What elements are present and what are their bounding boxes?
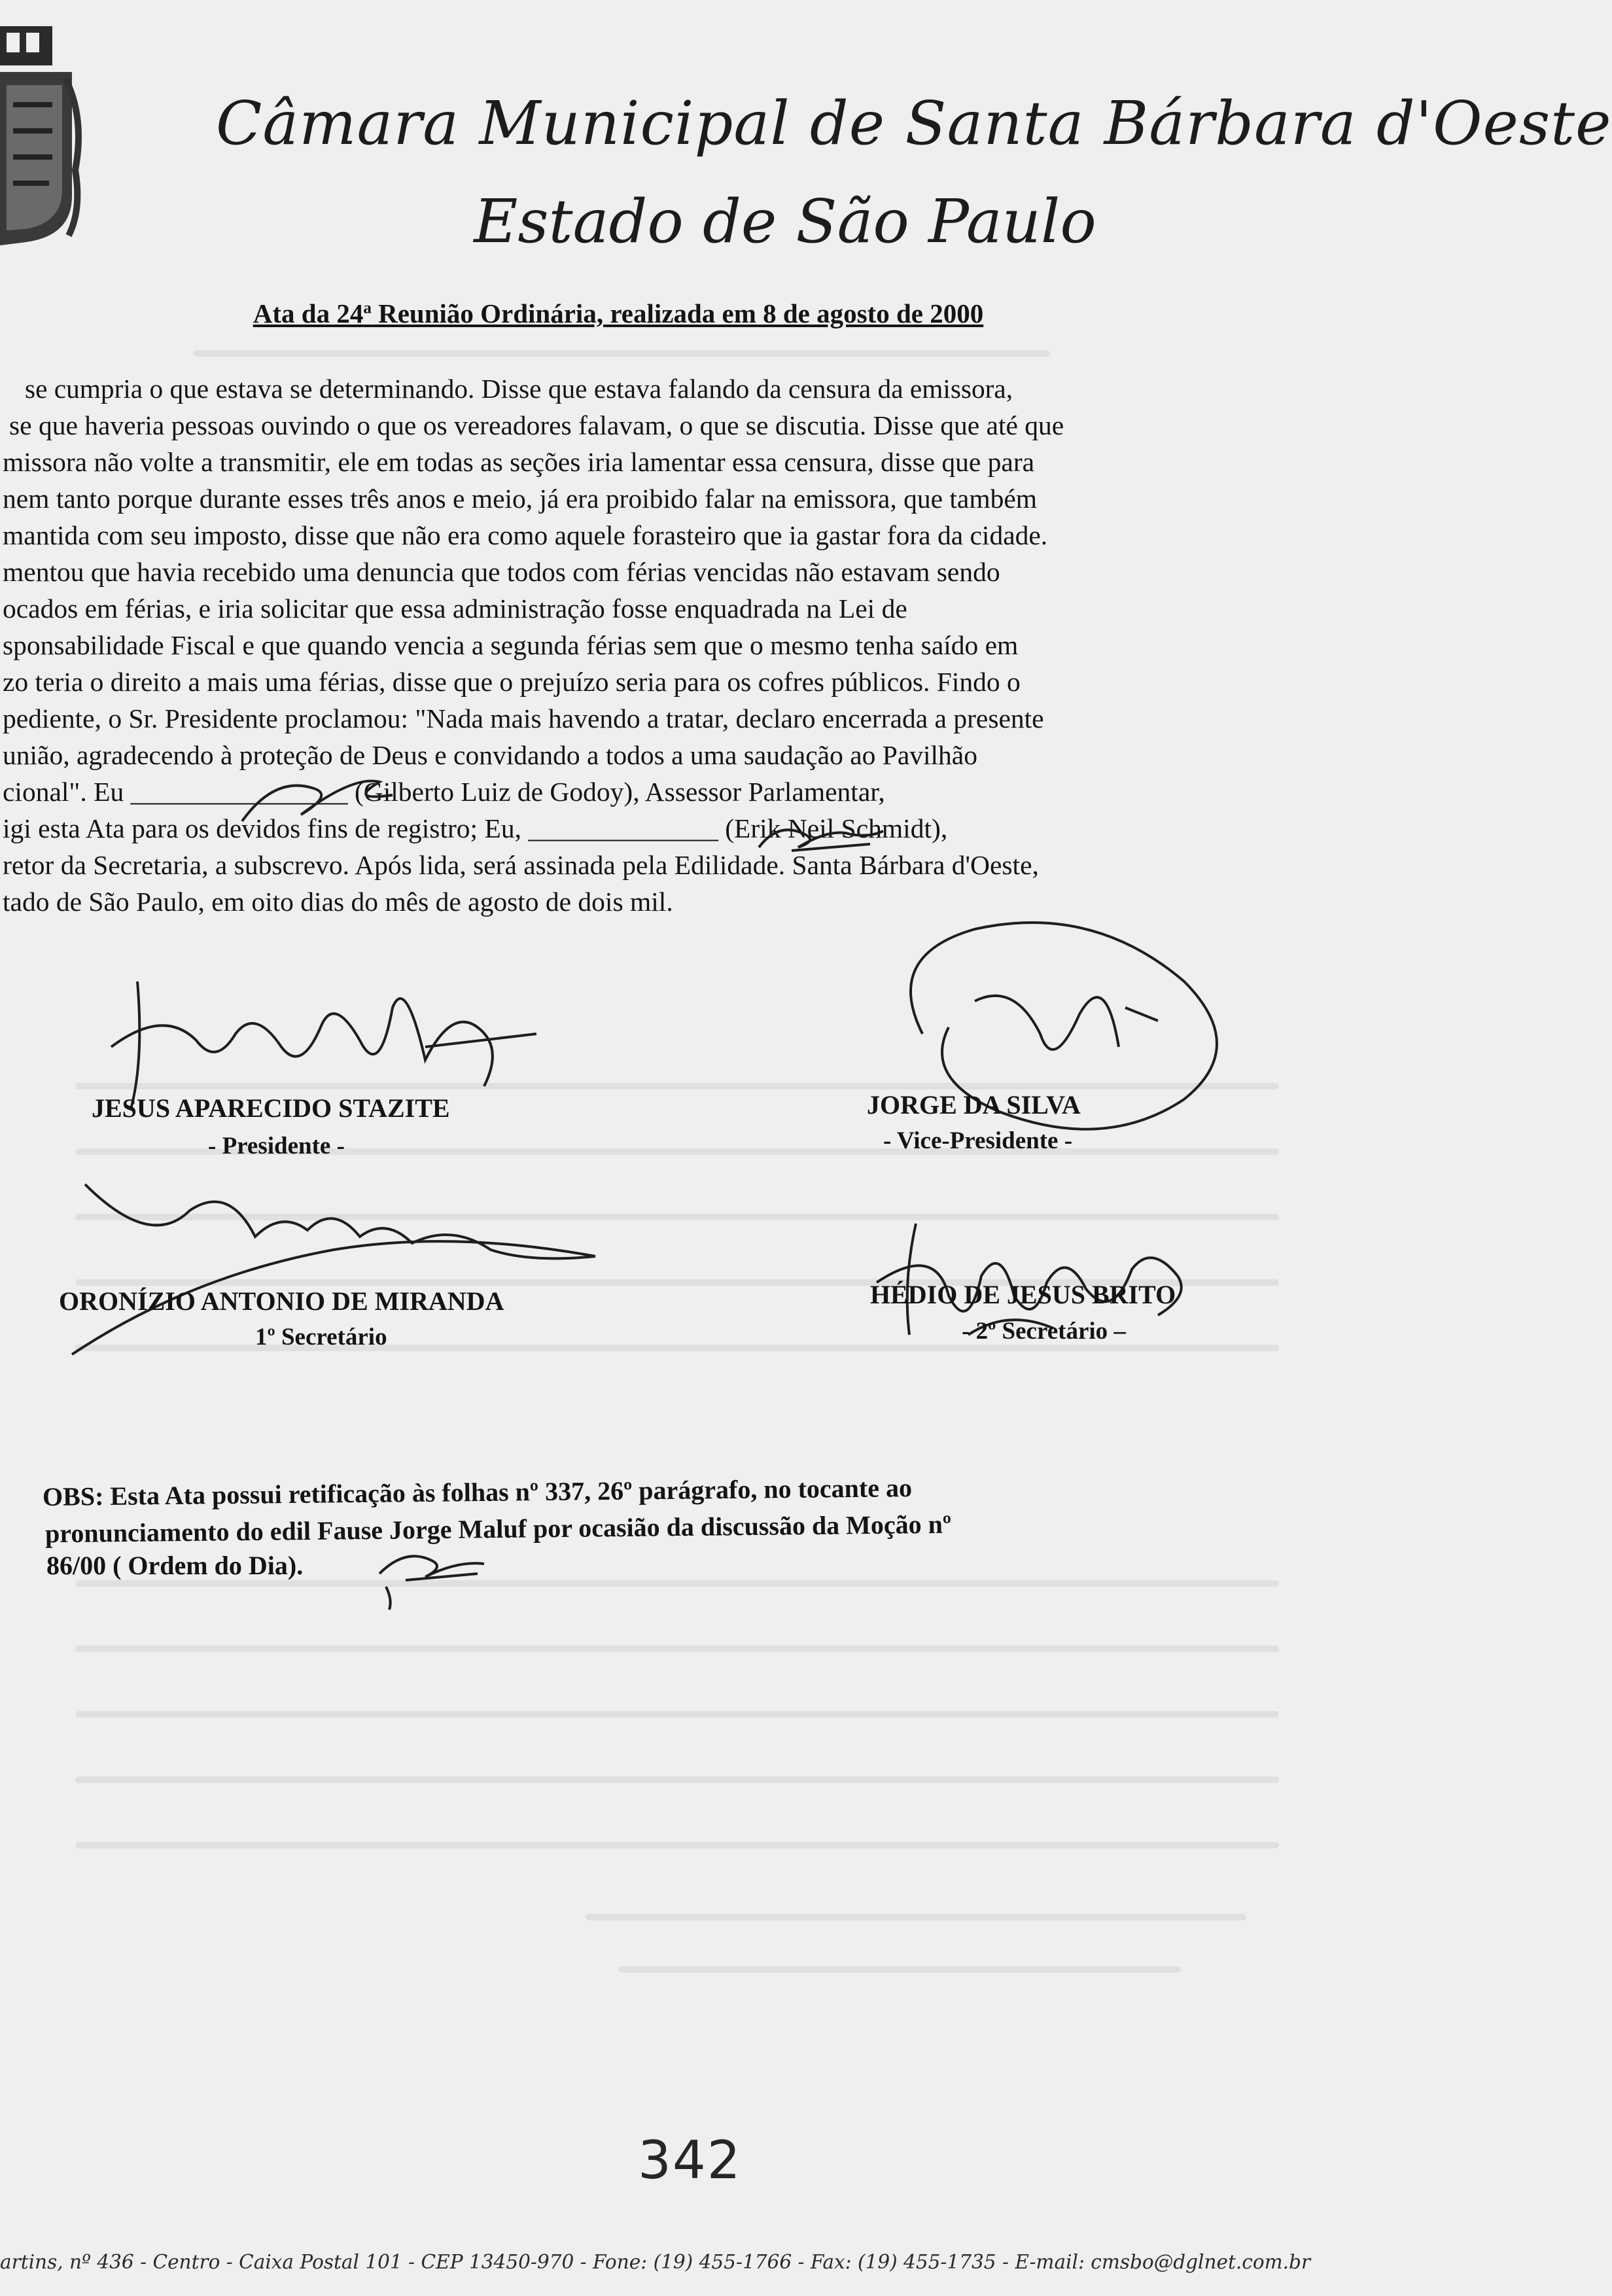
signatory-role-vice-president: - Vice-Presidente - [883, 1127, 1073, 1154]
body-line: se que haveria pessoas ouvindo o que os vereadores falavam, o que se discutia. Disse que até que [9, 410, 1064, 440]
body-line: tado de São Paulo, em oito dias do mês de agosto de dois mil. [3, 887, 673, 917]
signatory-name-first-secretary: ORONÍZIO ANTONIO DE MIRANDA [59, 1286, 504, 1316]
body-line: pediente, o Sr. Presidente proclamou: "Nada mais havendo a tratar, declaro encerrada a presente [3, 703, 1044, 733]
signature-gilberto-godoy [236, 762, 406, 834]
signatory-name-president: JESUS APARECIDO STAZITE [92, 1093, 450, 1123]
body-line: sponsabilidade Fiscal e que quando vencia a segunda férias sem que o mesmo tenha saído em [3, 630, 1019, 660]
page-number: 342 [638, 2130, 742, 2191]
coat-of-arms-icon [0, 26, 88, 249]
signature-obs-initials [366, 1541, 497, 1613]
signatory-role-first-secretary: 1º Secretário [255, 1324, 387, 1351]
observation-line: pronunciamento do edil Fause Jorge Maluf por ocasião da discussão da Moção nº [44, 1509, 952, 1549]
body-line: missora não volte a transmitir, ele em todas as seções iria lamentar essa censura, disse que para [3, 447, 1035, 477]
body-line: igi esta Ata para os devidos fins de registro; Eu, ______________ (Erik Neil Schmidt), [3, 813, 948, 843]
signature-erik-schmidt [752, 815, 890, 860]
observation-line: OBS: Esta Ata possui retificação às folhas nº 337, 26º parágrafo, no tocante ao [42, 1473, 913, 1511]
signatory-role-second-secretary: - 2º Secretário – [962, 1318, 1126, 1345]
body-line: união, agradecendo à proteção de Deus e convidando a todos a uma saudação ao Pavilhão [3, 740, 977, 770]
body-line: se cumpria o que estava se determinando. Disse que estava falando da censura da emissora, [25, 374, 1013, 404]
letterhead-state-name: Estado de São Paulo [474, 186, 1096, 256]
signatory-name-vice-president: JORGE DA SILVA [867, 1090, 1081, 1120]
body-line: ocados em férias, e iria solicitar que essa administração fosse enquadrada na Lei de [3, 593, 907, 624]
body-line: mantida com seu imposto, disse que não era como aquele forasteiro que ia gastar fora da cidade. [3, 520, 1048, 550]
observation-line: 86/00 ( Ordem do Dia). [46, 1551, 304, 1580]
body-line: nem tanto porque durante esses três anos e meio, já era proibido falar na emissora, que também [3, 484, 1038, 514]
minutes-title: Ata da 24$^a$ Reunião Ordinária, realizada em 8 de agosto de 2000 [253, 298, 984, 328]
body-line: cional". Eu ________________ (Gilberto Luiz de Godoy), Assessor Parlamentar, [3, 777, 885, 807]
body-line: retor da Secretaria, a subscrevo. Após lida, será assinada pela Edilidade. Santa Bárbara d'Oeste, [3, 850, 1039, 880]
body-line: mentou que havia recebido uma denuncia que todos com férias vencidas não estavam sendo [3, 557, 1000, 587]
signature-jorge-silva [844, 903, 1263, 1165]
letterhead-chamber-name: Câmara Municipal de Santa Bárbara d'Oeste [216, 88, 1612, 158]
signatory-role-president: - Presidente - [208, 1133, 345, 1159]
footer-contact-line: artins, nº 436 - Centro - Caixa Postal 101 - CEP 13450-970 - Fone: (19) 455-1766 - Fax: (19) 455-1735 - E-mail: cmsbo@dglnet.com.br [0, 2251, 1311, 2274]
signatory-name-second-secretary: HÉDIO DE JESUS BRITO [870, 1280, 1176, 1309]
body-line: zo teria o direito a mais uma férias, disse que o prejuízo seria para os cofres públicos. Findo o [3, 667, 1021, 697]
